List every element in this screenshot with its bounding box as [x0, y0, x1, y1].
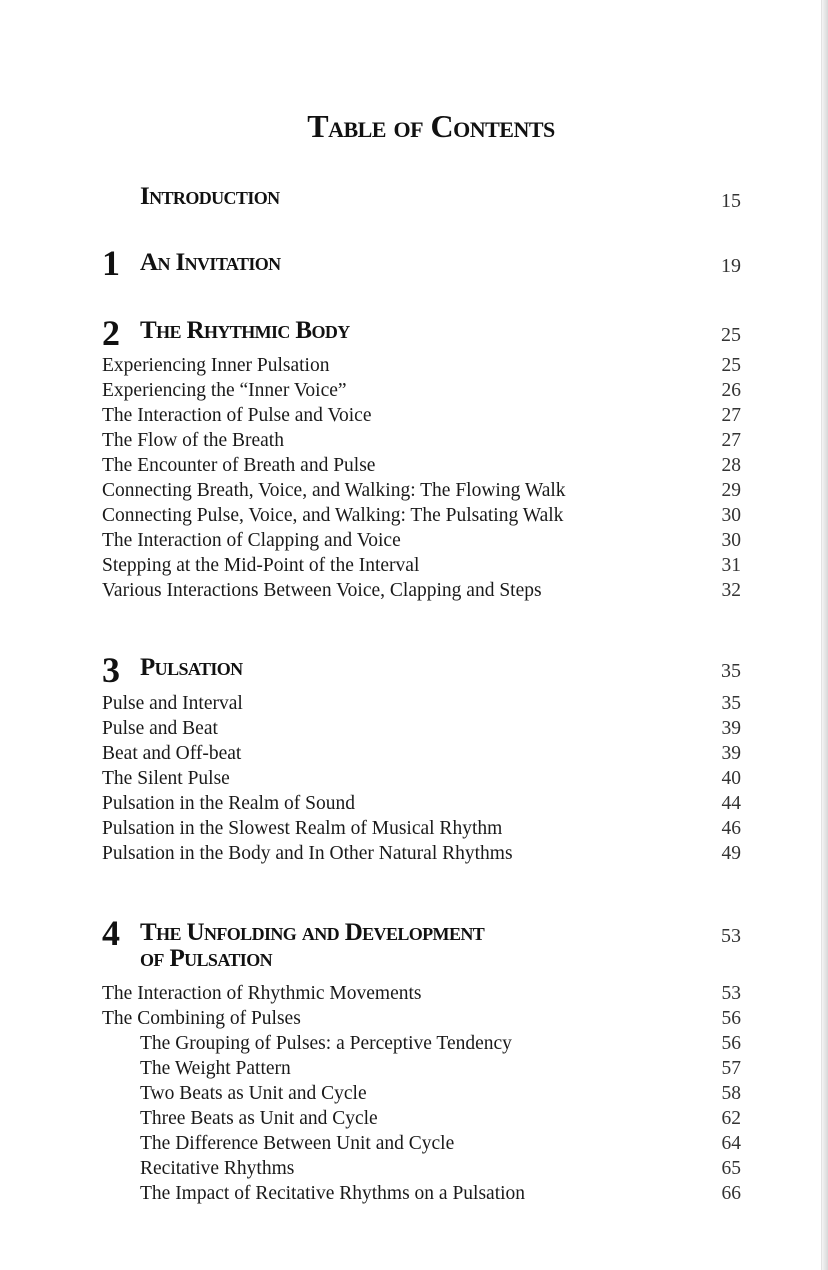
toc-entry: The Silent Pulse — [102, 768, 230, 789]
toc-entry-page: 39 — [721, 718, 741, 739]
toc-entry-page: 30 — [721, 530, 741, 551]
toc-subentry: The Impact of Recitative Rhythms on a Pulsation — [140, 1183, 526, 1204]
chapter-number: 4 — [102, 913, 120, 953]
toc-entry-page: 58 — [721, 1083, 741, 1104]
toc-entry: Experiencing the “Inner Voice” — [102, 380, 347, 401]
toc-entry: Pulsation in the Realm of Sound — [102, 793, 355, 814]
chapter-title: The Rhythmic Body — [140, 317, 350, 344]
toc-entry-page: 53 — [721, 983, 741, 1004]
toc-entry-page: 26 — [721, 380, 741, 401]
chapter-number: 2 — [102, 313, 120, 353]
chapter-page: 53 — [721, 925, 741, 947]
toc-entry-page: 40 — [721, 768, 741, 789]
toc-entry-page: 66 — [721, 1183, 741, 1204]
toc-entry: The Encounter of Breath and Pulse — [102, 455, 376, 476]
toc-entry: Connecting Pulse, Voice, and Walking: The Pulsating Walk — [102, 505, 564, 526]
toc-subentry: Recitative Rhythms — [140, 1158, 295, 1179]
chapter-title-line-1: The Unfolding and Development — [140, 919, 485, 946]
toc-subentry: The Weight Pattern — [140, 1058, 291, 1079]
toc-entry: The Flow of the Breath — [102, 430, 284, 451]
toc-entry-page: 56 — [721, 1008, 741, 1029]
toc-subentry: The Difference Between Unit and Cycle — [140, 1133, 455, 1154]
toc-entry-page: 49 — [721, 843, 741, 864]
chapter-title: Introduction — [140, 183, 280, 210]
toc-entry-page: 32 — [721, 580, 741, 601]
chapter-number: 1 — [102, 243, 120, 283]
chapter-title: Pulsation — [140, 654, 243, 681]
toc-entry-page: 31 — [721, 555, 741, 576]
toc-entry: The Combining of Pulses — [102, 1008, 301, 1029]
toc-entry-page: 65 — [721, 1158, 741, 1179]
toc-entry-page: 29 — [721, 480, 741, 501]
chapter-number: 3 — [102, 650, 120, 690]
toc-entry-page: 25 — [721, 355, 741, 376]
toc-entry: Pulse and Beat — [102, 718, 218, 739]
toc-entry-page: 27 — [721, 430, 741, 451]
toc-entry: Pulse and Interval — [102, 693, 243, 714]
toc-entry-page: 44 — [721, 793, 741, 814]
toc-entry: Pulsation in the Slowest Realm of Musical Rhythm — [102, 818, 503, 839]
toc-entry: The Interaction of Rhythmic Movements — [102, 983, 422, 1004]
chapter-page: 35 — [721, 660, 741, 682]
chapter-title: An Invitation — [140, 249, 281, 276]
toc-entry-page: 62 — [721, 1108, 741, 1129]
toc-entry-page: 39 — [721, 743, 741, 764]
toc-subentry: The Grouping of Pulses: a Perceptive Tendency — [140, 1033, 512, 1054]
page-edge — [821, 0, 828, 1270]
toc-entry: Various Interactions Between Voice, Clapping and Steps — [102, 580, 542, 601]
toc-entry-page: 56 — [721, 1033, 741, 1054]
chapter-page: 19 — [721, 255, 741, 277]
toc-subentry: Three Beats as Unit and Cycle — [140, 1108, 378, 1129]
toc-entry-page: 64 — [721, 1133, 741, 1154]
toc-entry: Stepping at the Mid-Point of the Interval — [102, 555, 420, 576]
toc-entry: Beat and Off-beat — [102, 743, 242, 764]
toc-entry-page: 28 — [721, 455, 741, 476]
toc-entry: The Interaction of Clapping and Voice — [102, 530, 401, 551]
toc-entry-page: 27 — [721, 405, 741, 426]
toc-entry-page: 30 — [721, 505, 741, 526]
toc-entry: Experiencing Inner Pulsation — [102, 355, 330, 376]
chapter-page: 15 — [721, 190, 741, 212]
toc-entry-page: 35 — [721, 693, 741, 714]
page-title: Table of Contents — [307, 108, 555, 144]
toc-entry: Connecting Breath, Voice, and Walking: The Flowing Walk — [102, 480, 566, 501]
toc-entry: The Interaction of Pulse and Voice — [102, 405, 372, 426]
chapter-title-line-2: of Pulsation — [140, 945, 273, 972]
toc-entry-page: 57 — [721, 1058, 741, 1079]
toc-entry-page: 46 — [721, 818, 741, 839]
toc-entry: Pulsation in the Body and In Other Natural Rhythms — [102, 843, 513, 864]
toc-subentry: Two Beats as Unit and Cycle — [140, 1083, 367, 1104]
chapter-page: 25 — [721, 324, 741, 346]
